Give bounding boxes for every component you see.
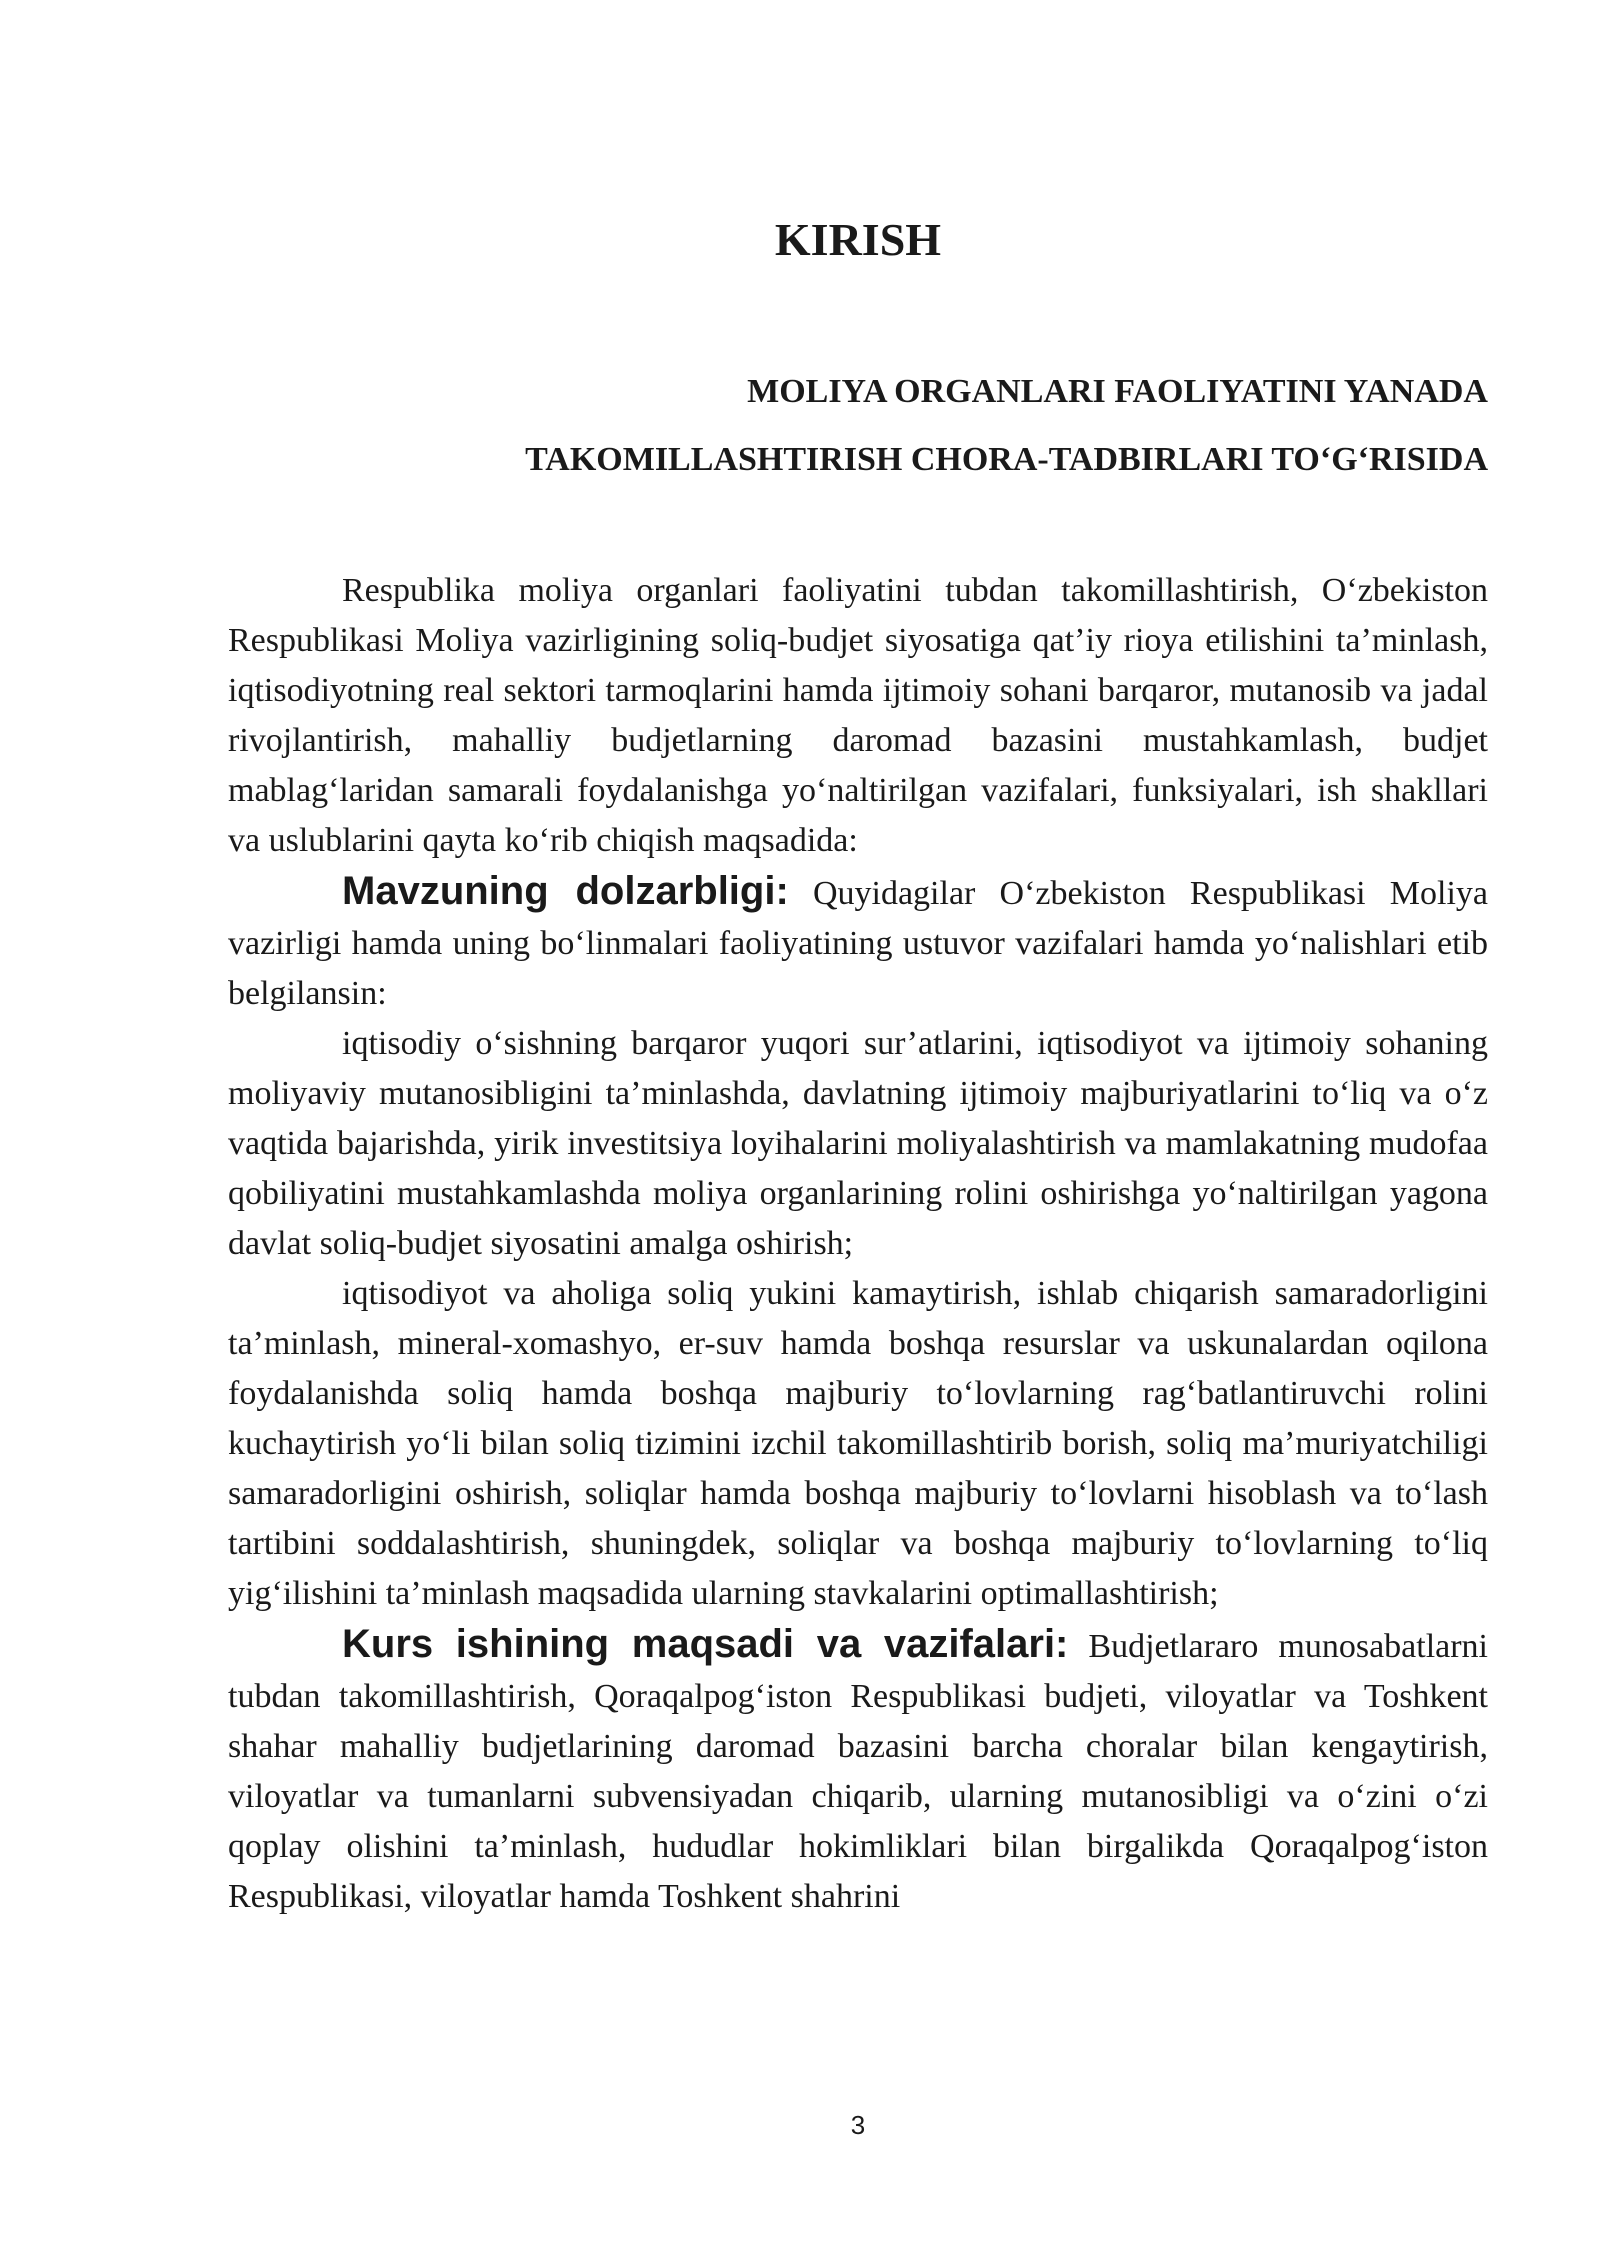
- body-text: [228, 566, 1488, 1922]
- goals-paragraph: [228, 1619, 1488, 1922]
- list-item-1: iqtisodiy o‘sishning barqaror yuqori sur’atlarini, iqtisodiyot va ijtimoiy sohaning moliyaviy mutanosibligini ta’minlashda, davlatning ijtimoiy majburiyatlarini to‘liq va o‘z vaqtida bajarishda, yirik investitsiya loyihalarini moliyalashtirish va mamlakatning mudofaa qobiliyatini mustahkamlashda moliya organlarining rolini oshirishga yo‘naltirilgan yagona davlat soliq-budjet siyosatini amalga oshirish;: [228, 1025, 1488, 1262]
- document-page: [228, 0, 1488, 2262]
- subtitle-line-1: MOLIYA ORGANLARI FAOLIYATINI YANADA: [747, 373, 1488, 410]
- relevance-text: Quyidagilar O‘zbekiston Respublikasi Moliya vazirligi hamda uning bo‘linmalari faoliyatining ustuvor vazifalari hamda yo‘nalishlari etib belgilansin:: [228, 875, 1488, 1012]
- goals-heading: Kurs ishining maqsadi va vazifalari:: [342, 1622, 1069, 1666]
- page-number: 3: [850, 2110, 866, 2140]
- intro-paragraph: Respublika moliya organlari faoliyatini tubdan takomillashtirish, O‘zbekiston Respublikasi Moliya vazirligining soliq-budjet siyosatiga qat’iy rioya etilishini ta’minlash, iqtisodiyotning real sektori tarmoqlarini hamda ijtimoiy sohani barqaror, mutanosib va jadal rivojlantirish, mahalliy budjetlarning daromad bazasini mustahkamlash, budjet mablag‘laridan samarali foydalanishga yo‘naltirilgan vazifalari, funksiyalari, ish shakllari va uslublarini qayta ko‘rib chiqish maqsadida:: [228, 572, 1488, 859]
- goals-text: Budjetlararo munosabatlarni tubdan takomillashtirish, Qoraqalpog‘iston Respublikasi budjeti, viloyatlar va Toshkent shahar mahalliy budjetlarining daromad bazasini barcha choralar bilan kengaytirish, viloyatlar va tumanlarni subvensiyadan chiqarib, ularning mutanosibligi va o‘zini o‘zi qoplay olishini ta’minlash, hududlar hokimliklari bilan birgalikda Qoraqalpog‘iston Respublikasi, viloyatlar hamda Toshkent shahrini: [228, 1628, 1488, 1915]
- subtitle-line-2: TAKOMILLASHTIRISH CHORA-TADBIRLARI TO‘G‘RISIDA: [525, 441, 1488, 478]
- page-title: KIRISH: [774, 214, 942, 265]
- relevance-heading: Mavzuning dolzarbligi:: [342, 869, 789, 913]
- list-item-2: iqtisodiyot va aholiga soliq yukini kamaytirish, ishlab chiqarish samaradorligini ta’minlash, mineral-xomashyo, er-suv hamda boshqa resurslar va uskunalardan oqilona foydalanishda soliq hamda boshqa majburiy to‘lovlarning rag‘batlantiruvchi rolini kuchaytirish yo‘li bilan soliq tizimini izchil takomillashtirib borish, soliq ma’muriyatchiligi samaradorligini oshirish, soliqlar hamda boshqa majburiy to‘lovlarni hisoblash va to‘lash tartibini soddalashtirish, shuningdek, soliqlar va boshqa majburiy to‘lovlarning to‘liq yig‘ilishini ta’minlash maqsadida ularning stavkalarini optimallashtirish;: [228, 1275, 1488, 1612]
- relevance-paragraph: [228, 866, 1488, 1019]
